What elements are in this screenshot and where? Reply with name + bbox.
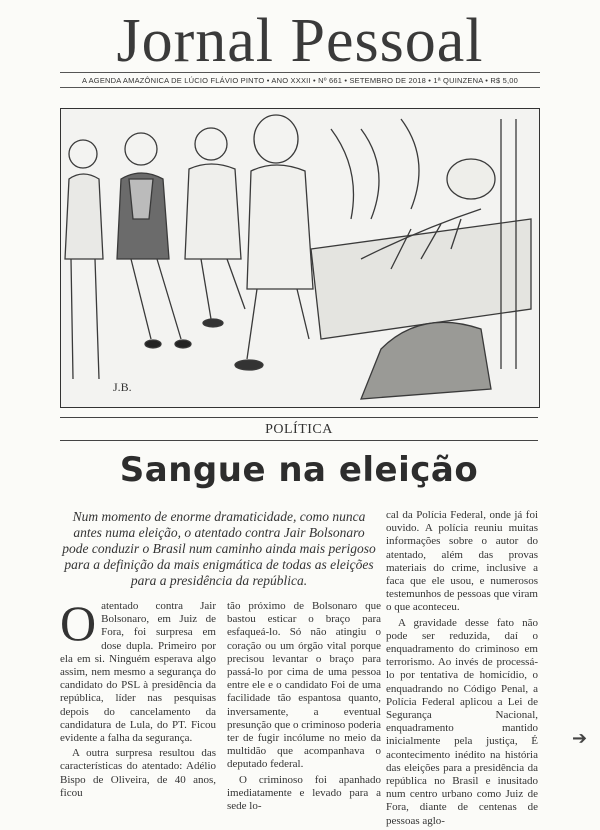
continue-arrow-icon: ➔	[572, 728, 588, 749]
drop-cap: O	[60, 595, 97, 651]
caricature-drawing	[61, 109, 539, 407]
section-rule-bottom	[60, 440, 538, 441]
masthead-title: Jornal Pessoal	[116, 7, 484, 75]
section-label: POLÍTICA	[265, 422, 333, 437]
article-lede: Num momento de enorme dramaticidade, como nunca antes numa eleição, o atentado contra Jair Bolsonaro pode conduzir o Brasil num caminho ainda mais perigoso para a definição da mais enigmática de todas as eleições para a presidência da república.	[62, 509, 376, 588]
column-1-paragraph-2: A outra surpresa resultou das características do atentado: Adélio Bispo de Oliveira, de 40 anos, ficou	[60, 747, 216, 799]
article-column-1	[60, 595, 216, 802]
masthead-subline: A AGENDA AMAZÔNICA DE LÚCIO FLÁVIO PINTO • ANO XXXII • Nº 661 • SETEMBRO DE 2018 • 1ª QUINZENA • R$ 5,00	[60, 72, 540, 88]
article-headline: Sangue na eleição	[119, 450, 479, 490]
cover-illustration	[60, 108, 540, 408]
column-1-paragraph-1: atentado contra Jair Bolsonaro, em Juiz de Fora, foi surpresa em dose dupla. Primeiro por ela em si. Ninguém esperava algo assim, nem mesmo a segurança do candidato do PSL à presidência da república, líder nas pesquisas depois do cancelamento da candidatura de Lula, do PT. Ficou evidente a falha da segurança.	[60, 600, 216, 745]
column-3-paragraph-2: A gravidade desse fato não pode ser reduzida, daí o enquadramento do criminoso em terrorismo. Ao invés de processá-lo por tentativa de homicídio, o enquadrando no Código Penal, a Polícia Federal aplicou a Lei de Segurança Nacional, enquadramento mantido inicialmente pela justiça, É acontecimento inédito na história das eleições para a presidência da república no Brasil e inusitado num centro urbano como Juiz de Fora, diante de centenas de pessoas aglo-	[386, 616, 538, 827]
illustrator-signature: J.B.	[113, 380, 132, 394]
section-rule-top	[60, 417, 538, 418]
column-2-paragraph-1: tão próximo de Bolsonaro que bastou esticar o braço para esfaqueá-lo. Só não atingiu o coração ou um órgão vital porque precisou levantar o braço para passá-lo por cima de uma pessoa entre ele e o candidato Foi de uma facilidade tão espantosa quanto, inversamente, a eventual presunção que o criminoso poderia ter de fugir incólume no meio da multidão que acompanhava o deputado federal.	[227, 600, 381, 771]
article-column-2	[227, 600, 381, 815]
column-3-paragraph-1: cal da Polícia Federal, onde já foi ouvido. A polícia reuniu muitas informações sobre o autor do atentado, além das provas materiais do crime, inclusive a faca que ele usou, e numerosos testemunhos de pessoas que viram o que aconteceu.	[386, 509, 538, 614]
column-2-paragraph-2: O criminoso foi apanhado imediatamente e levado para a sede lo-	[227, 773, 381, 813]
article-column-3	[386, 509, 538, 830]
